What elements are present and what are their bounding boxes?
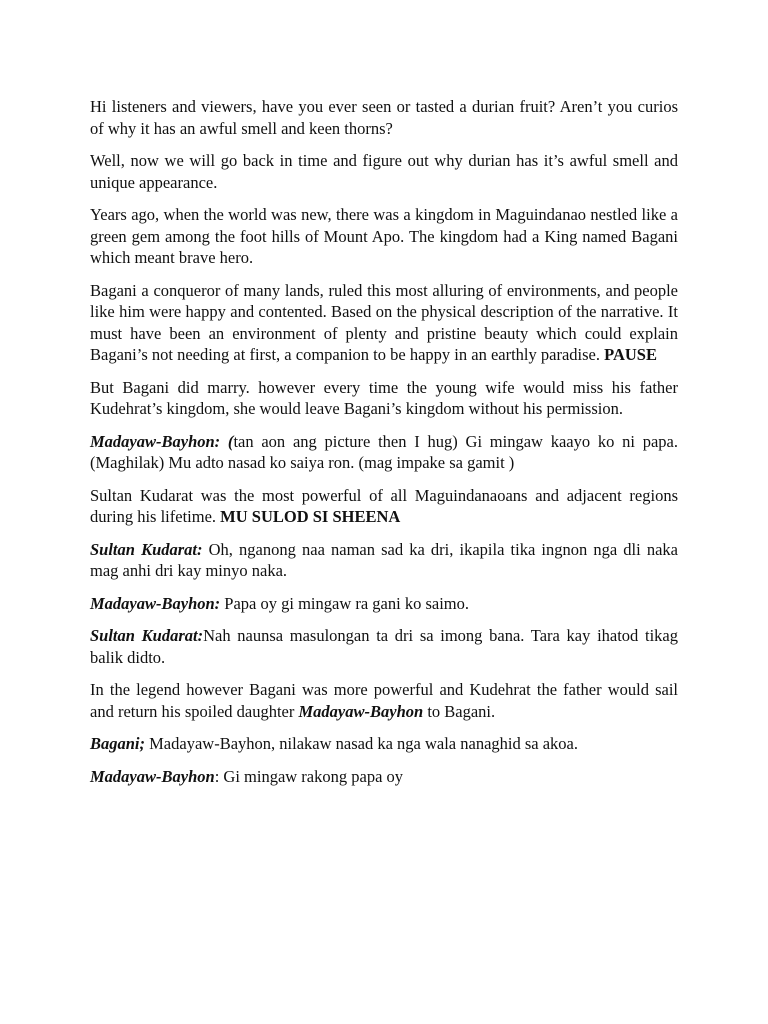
dialogue-line [90, 593, 678, 615]
paragraph-text: Hi listeners and viewers, have you ever seen or tasted a durian fruit? Aren’t you curios of why it has an awful smell and keen thorns? [90, 97, 678, 138]
speaker-name: Bagani; [90, 734, 146, 753]
document-page [90, 96, 678, 798]
paragraph-legend [90, 679, 678, 722]
speaker-name: Madayaw-Bayhon: ( [90, 431, 234, 451]
dialogue-text: : Gi mingaw rakong papa oy [214, 766, 404, 786]
dialogue-text: Madayaw-Bayhon, nilakaw nasad ka nga wala nanaghid sa akoa. [145, 734, 578, 753]
paragraph-bagani-marry [90, 377, 678, 420]
dialogue-text: tan aon ang picture then I hug) Gi mingaw kaayo ko ni papa. (Maghilak) Mu adto nasad ko saiya ron. (mag impake sa gamit ) [90, 431, 678, 472]
dialogue-line [90, 431, 678, 474]
dialogue-line [90, 539, 678, 582]
paragraph-intro [90, 96, 678, 139]
stage-direction: MU SULOD SI SHEENA [220, 507, 401, 526]
paragraph-go-back [90, 150, 678, 193]
dialogue-line [90, 733, 678, 755]
dialogue-line [90, 766, 678, 788]
dialogue-text: Papa oy gi mingaw ra gani ko saimo. [220, 593, 470, 613]
paragraph-kingdom [90, 204, 678, 269]
paragraph-bagani-conqueror [90, 280, 678, 366]
paragraph-text: But Bagani did marry. however every time the young wife would miss his father Kudehrat’s kingdom, she would leave Bagani’s kingdom without his permission. [90, 377, 678, 418]
paragraph-text: Sultan Kudarat was the most powerful of all Maguindanaoans and adjacent regions during his lifetime. [90, 485, 678, 526]
paragraph-text: Years ago, when the world was new, there was a kingdom in Maguindanao nestled like a green gem among the foot hills of Mount Apo. The kingdom had a King named Bagani which meant brave hero. [90, 205, 678, 267]
speaker-name: Sultan Kudarat: [90, 626, 204, 645]
paragraph-text: Bagani a conqueror of many lands, ruled this most alluring of environments, and people like him were happy and contented. Based on the physical description of the narrative. It must have been an environment of plenty and pristine beauty which could explain Bagani’s not needing at first, a companion to be happy in an earthly paradise. [90, 280, 678, 364]
speaker-name: Sultan Kudarat: [90, 539, 203, 559]
paragraph-text: In the legend however Bagani was more powerful and Kudehrat the father would sail and return his spoiled daughter [90, 680, 678, 721]
character-name: Madayaw-Bayhon [298, 701, 424, 721]
dialogue-text: Nah naunsa masulongan ta dri sa imong bana. Tara kay ihatod tikag balik didto. [90, 626, 678, 667]
dialogue-line [90, 625, 678, 668]
stage-direction: PAUSE [604, 345, 657, 364]
paragraph-sultan-kudarat [90, 485, 678, 528]
speaker-name: Madayaw-Bayhon [90, 766, 215, 786]
paragraph-text: to Bagani. [423, 701, 496, 721]
dialogue-text: Oh, nganong naa naman sad ka dri, ikapila tika ingnon nga dli naka mag anhi dri kay minyo naka. [90, 539, 678, 580]
paragraph-text: Well, now we will go back in time and figure out why durian has it’s awful smell and unique appearance. [90, 151, 678, 192]
speaker-name: Madayaw-Bayhon: [90, 593, 221, 613]
